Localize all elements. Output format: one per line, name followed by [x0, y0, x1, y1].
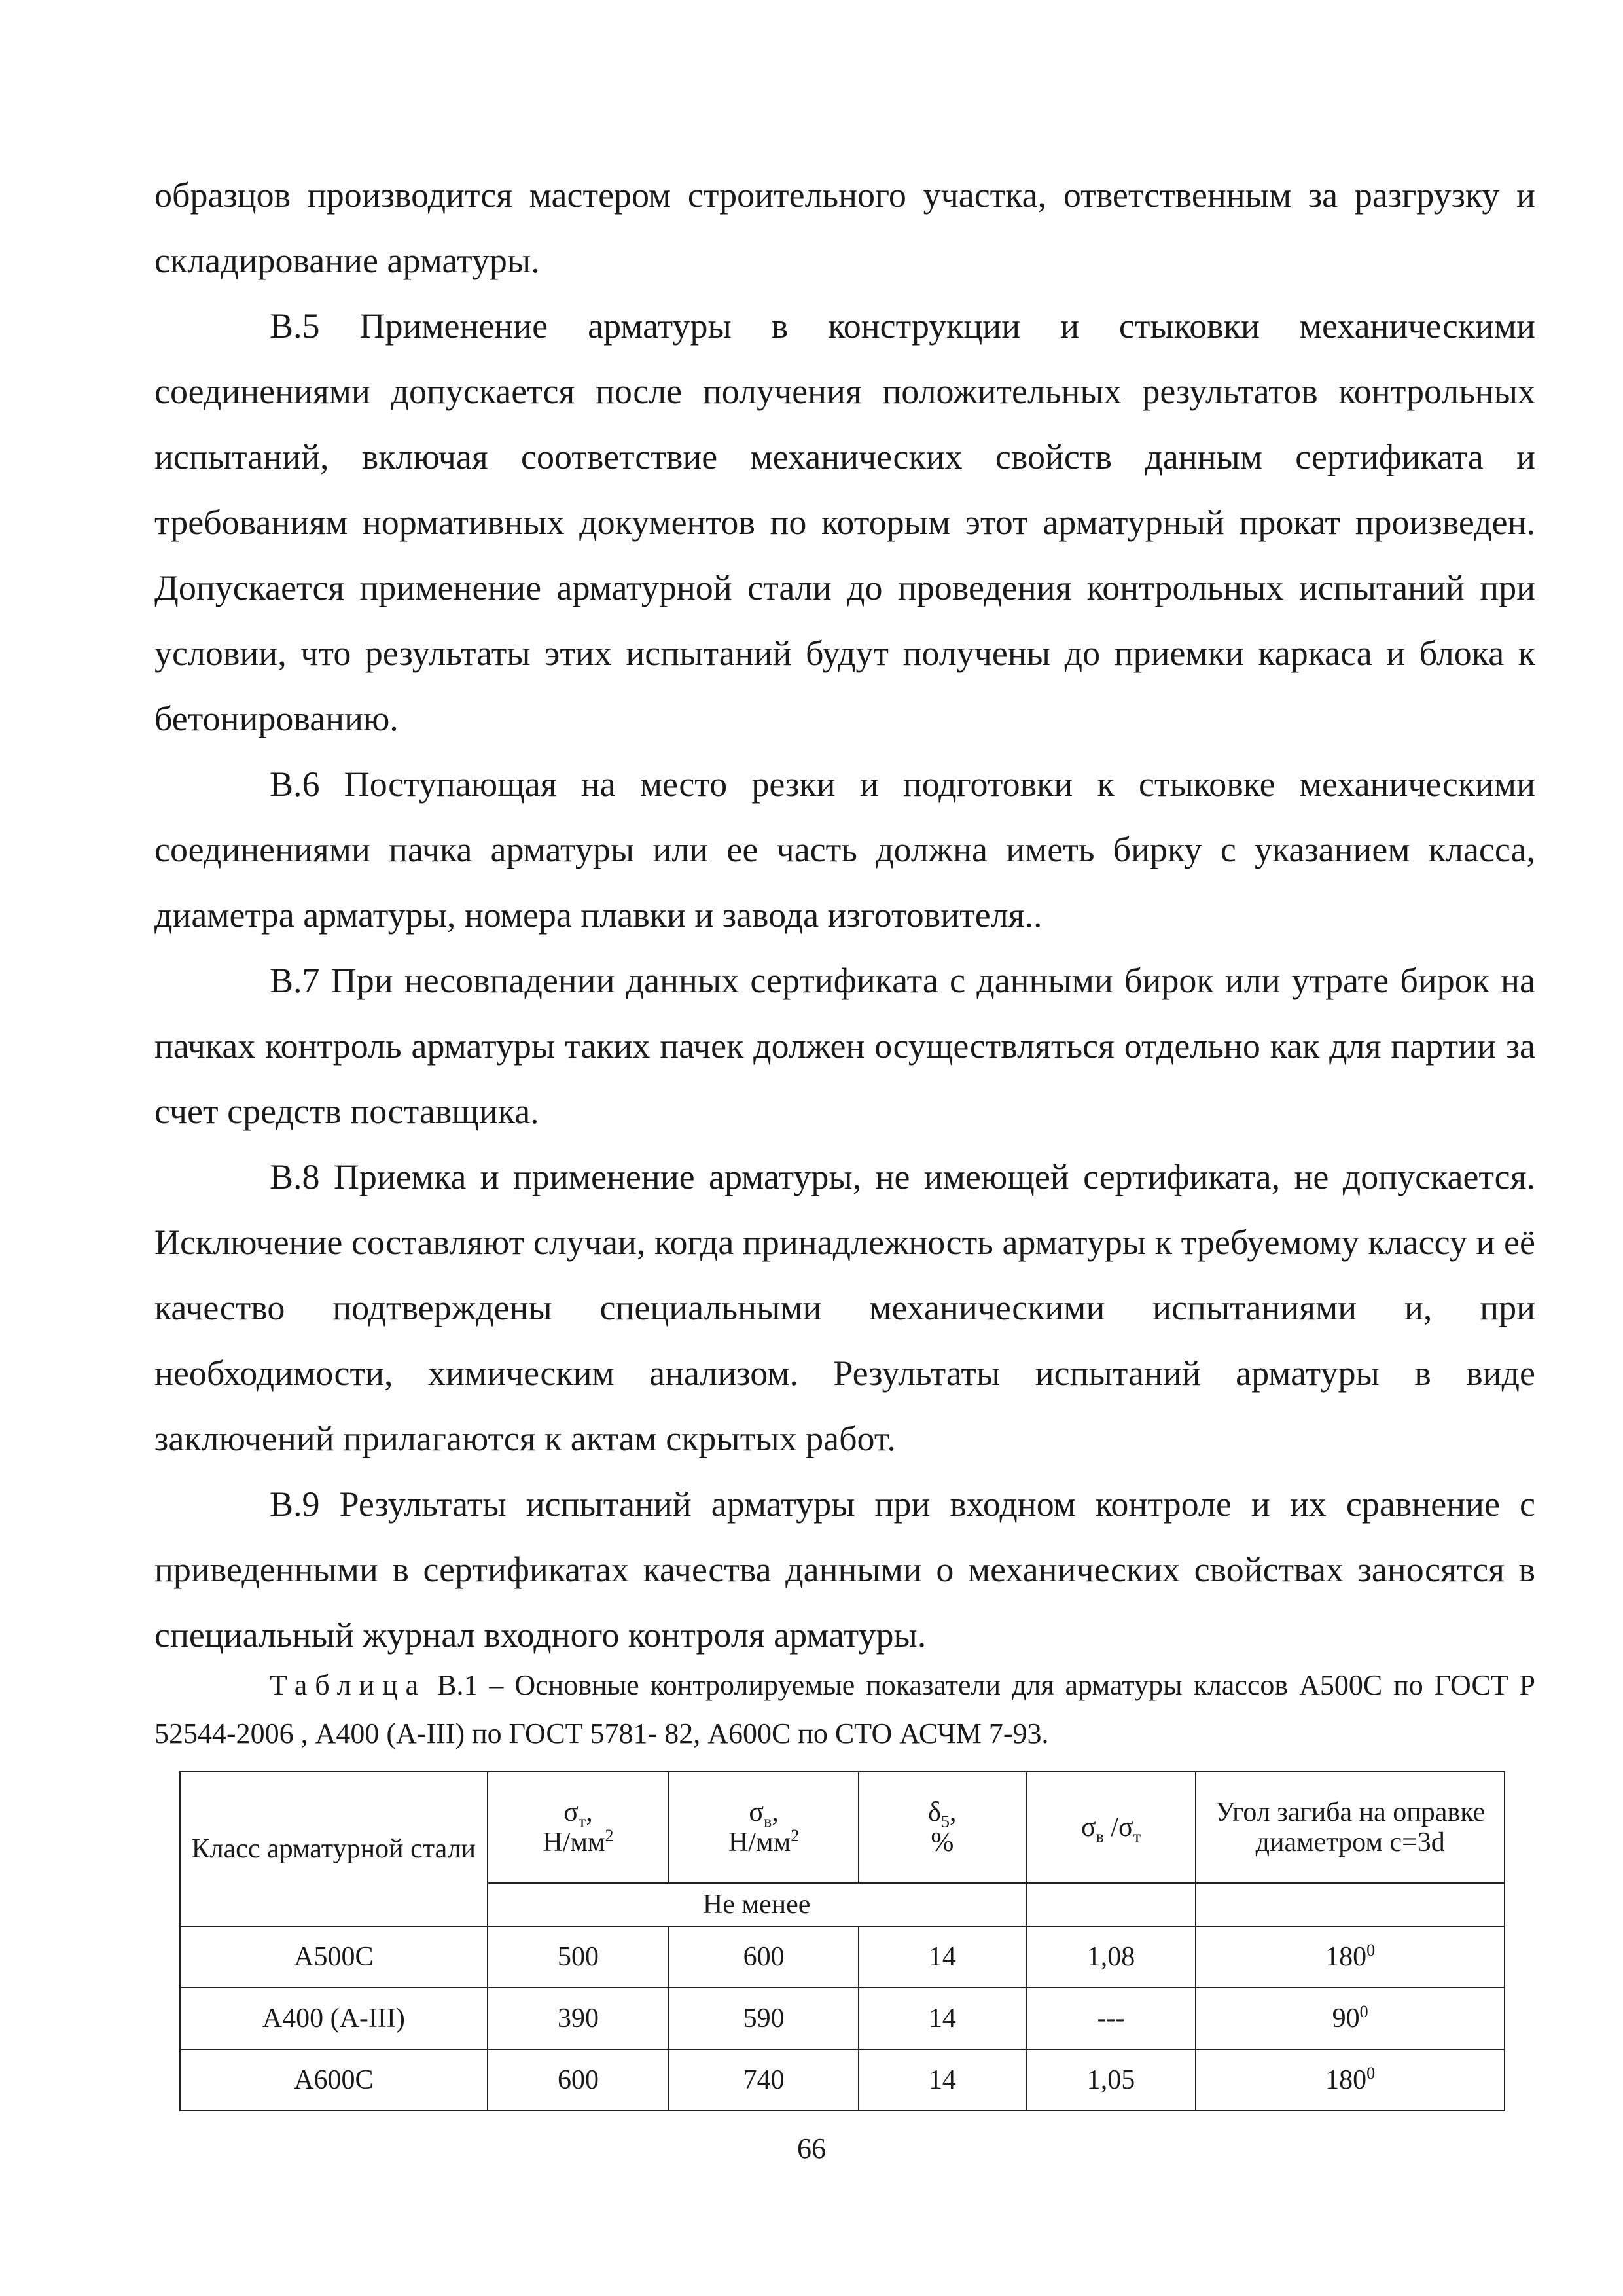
sigma-symbol: σ [1080, 1812, 1096, 1842]
paragraph-b6: В.6 Поступающая на место резки и подготовки к стыковке механическими соединениями пачка арматуры или ее часть должна иметь бирку с указанием класса, диаметра арматуры, номера плавки и завода изготовителя.. [154, 764, 1535, 935]
cell-elongation: 14 [859, 2049, 1026, 2111]
cell-angle [1196, 1926, 1505, 1988]
sigma-subscript: в [1096, 1827, 1104, 1846]
cell-class: А600С [180, 2049, 488, 2111]
paragraph-b8: В.8 Приемка и применение арматуры, не имеющей сертификата, не допускается. Исключение составляют случаи, когда принадлежность арматуры к требуемому классу и её качество подтверждены специальными механическими испытаниями и, при необходимости, химическим анализом. Результаты испытаний арматуры в виде заключений прилагаются к актам скрытых работ. [154, 1157, 1535, 1458]
paragraph: образцов производится мастером строительного участка, ответственным за разгрузку и складирование арматуры. [154, 175, 1535, 280]
degree-mark: 0 [1366, 1941, 1376, 1960]
delta-subscript: 5 [940, 1812, 950, 1831]
unit-power: 2 [791, 1826, 800, 1845]
ratio-separator: /σ [1103, 1812, 1133, 1842]
cell-ratio: --- [1026, 1988, 1196, 2049]
table-caption-text: В.1 – Основные контролируемые показатели для арматуры классов А500С по ГОСТ Р 52544-2006 , А400 (А-III) по ГОСТ 5781- 82, А600С по СТО АСЧМ 7-93. [154, 1669, 1535, 1749]
cell-elongation: 14 [859, 1926, 1026, 1988]
cell-tensile: 590 [669, 1988, 859, 2049]
header-elongation: $\delta_5$, % [859, 1772, 1026, 1883]
degree-mark: 0 [1359, 2002, 1368, 2021]
header-tensile-strength: $\sigma_в$, $Н/мм^2$ [669, 1772, 859, 1883]
table-header-row [180, 1772, 1505, 1883]
cell-class: А400 (А-III) [180, 1988, 488, 2049]
empty-cell [1196, 1883, 1505, 1926]
empty-cell [1026, 1883, 1196, 1926]
cell-angle [1196, 1988, 1505, 2049]
angle-value: 180 [1325, 2065, 1367, 2095]
sigma-subscript: в [764, 1812, 772, 1831]
cell-yield: 600 [488, 2049, 669, 2111]
cell-yield: 500 [488, 1926, 669, 1988]
paragraph-b7: В.7 При несовпадении данных сертификата с данными бирок или утрате бирок на пачках контроль арматуры таких пачек должен осуществляться отдельно как для партии за счет средств поставщика. [154, 961, 1535, 1131]
paragraph-b5: В.5 Применение арматуры в конструкции и стыковки механическими соединениями допускается после получения положительных результатов контрольных испытаний, включая соответствие механических свойств данным сертификата и требованиям нормативных документов по которым этот арматурный прокат произведен. Допускается применение арматурной стали до проведения контрольных испытаний при условии, что результаты этих испытаний будут получены до приемки каркаса и блока к бетонированию. [154, 306, 1535, 738]
cell-elongation: 14 [859, 1988, 1026, 2049]
table-caption-label: Таблица [270, 1669, 427, 1701]
unit: % [931, 1827, 954, 1857]
page-number: 66 [797, 2132, 826, 2164]
sigma-subscript: т [1133, 1827, 1141, 1846]
cell-tensile: 740 [669, 2049, 859, 2111]
paragraph-b9: В.9 Результаты испытаний арматуры при входном контроле и их сравнение с приведенными в сертификатах качества данными о механических свойствах заносятся в специальный журнал входного контроля арматуры. [154, 1484, 1535, 1655]
header-strength-ratio [1026, 1772, 1196, 1883]
sigma-symbol: σ [563, 1797, 579, 1827]
sigma-symbol: σ [749, 1797, 764, 1827]
header-bend-angle: Угол загиба на оправке диаметром с=3d [1196, 1772, 1505, 1883]
cell-class: А500С [180, 1926, 488, 1988]
table-row [180, 2049, 1505, 2111]
cell-ratio: 1,05 [1026, 2049, 1196, 2111]
subheader-minimum: Не менее [488, 1883, 1026, 1926]
cell-ratio: 1,08 [1026, 1926, 1196, 1988]
degree-mark: 0 [1366, 2064, 1376, 2083]
angle-value: 180 [1325, 1942, 1367, 1972]
table-row [180, 1926, 1505, 1988]
body-text [154, 162, 1535, 1668]
cell-angle [1196, 2049, 1505, 2111]
header-yield-strength: $\sigma_т$, $Н/мм^2$ [488, 1772, 669, 1883]
properties-table [179, 1771, 1505, 2111]
sigma-subscript: т [578, 1812, 586, 1831]
table-caption [154, 1661, 1535, 1758]
unit-power: 2 [605, 1826, 614, 1845]
cell-yield: 390 [488, 1988, 669, 2049]
delta-symbol: δ [928, 1797, 941, 1827]
table-row [180, 1988, 1505, 2049]
cell-tensile: 600 [669, 1926, 859, 1988]
unit: Н/мм [543, 1827, 605, 1857]
angle-value: 90 [1332, 2003, 1360, 2034]
header-class: Класс арматурной стали [180, 1772, 488, 1926]
unit: Н/мм [728, 1827, 791, 1857]
